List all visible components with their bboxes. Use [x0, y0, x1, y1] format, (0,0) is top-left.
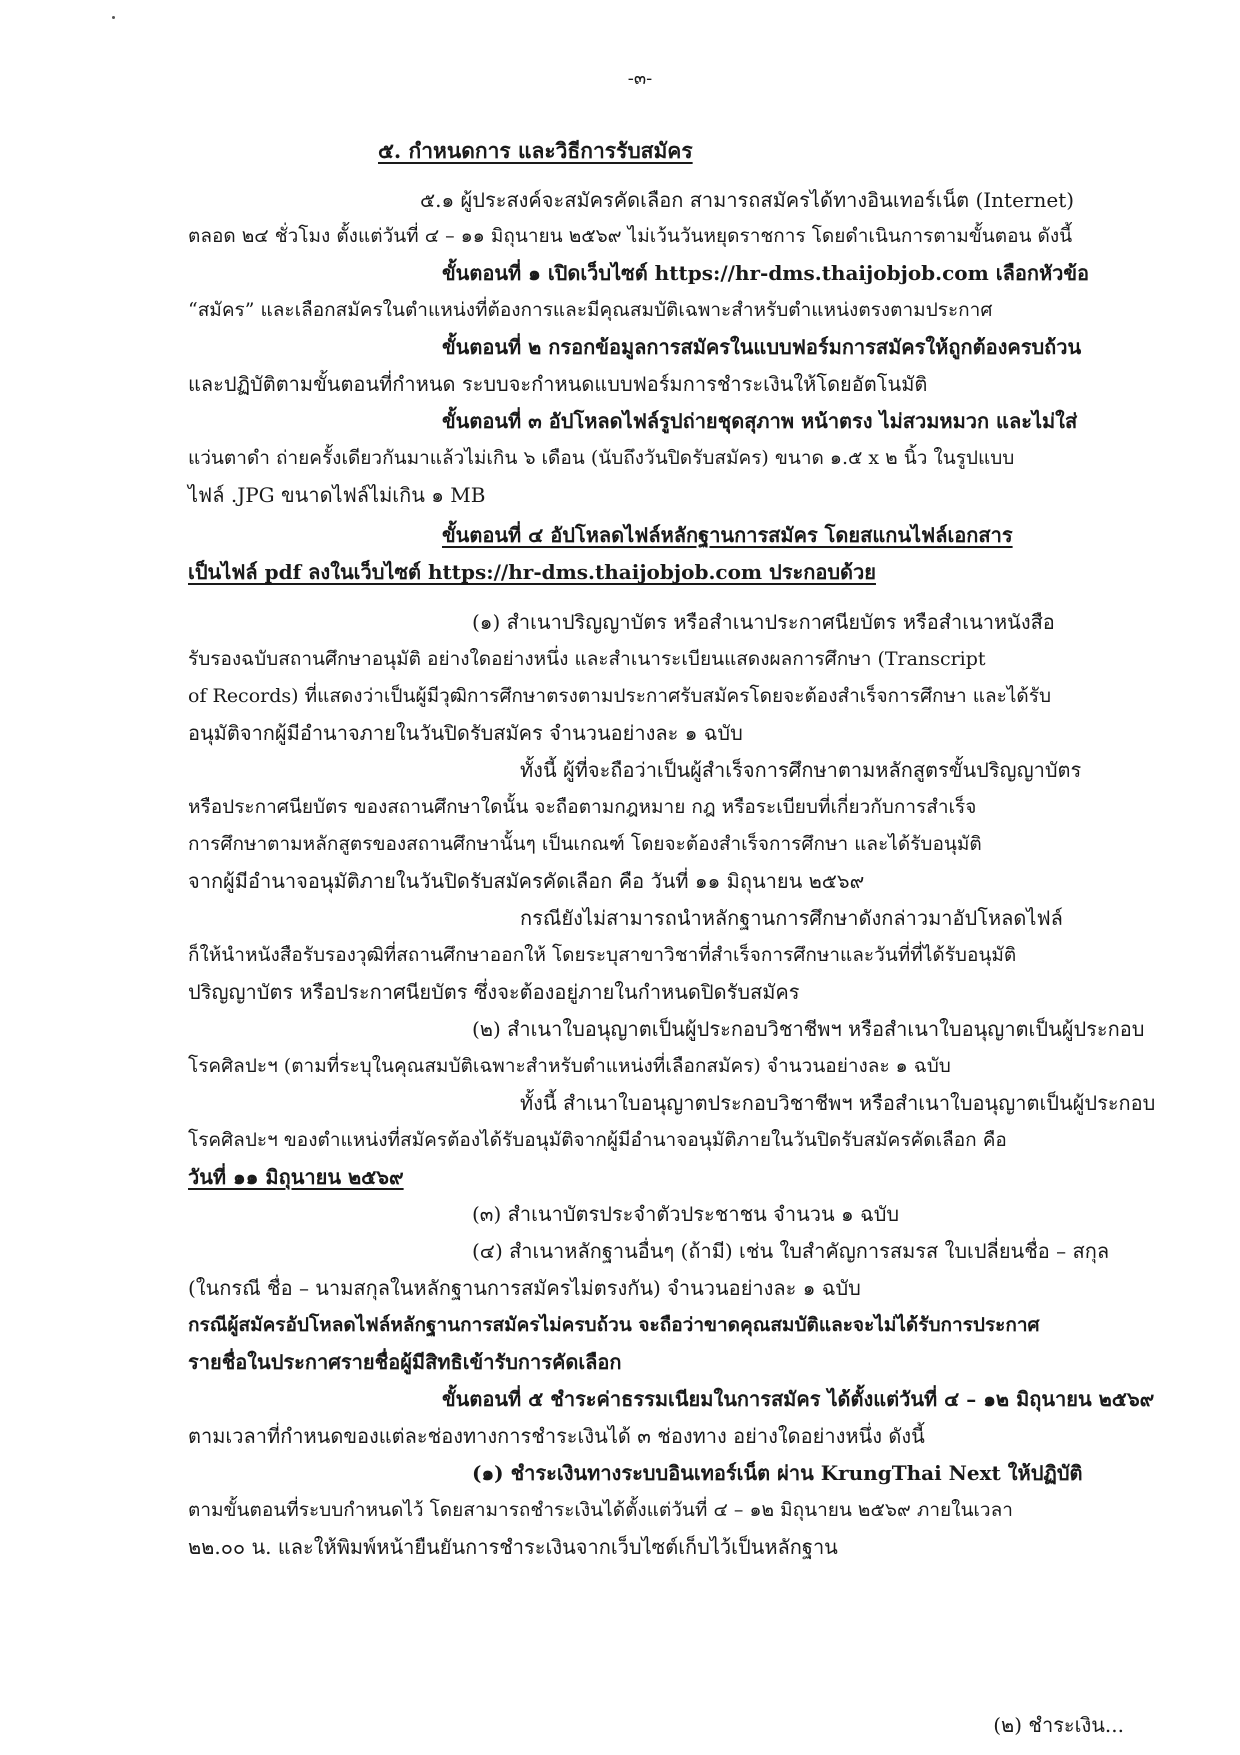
paragraph-line: แว่นตาดำ ถ่ายครั้งเดียวกันมาแล้วไม่เกิน ๖ เดือน (นับถึงวันปิดรับสมัคร) ขนาด ๑.๕ x ๒ นิ้ว ในรูปแบบ: [188, 447, 1015, 469]
paragraph-line: โรคศิลปะฯ (ตามที่ระบุในคุณสมบัติเฉพาะสำหรับตำแหน่งที่เลือกสมัคร) จำนวนอย่างละ ๑ ฉบับ: [188, 1055, 951, 1077]
paragraph-line: (ในกรณี ชื่อ – นามสกุลในหลักฐานการสมัครไม่ตรงกัน) จำนวนอย่างละ ๑ ฉบับ: [188, 1276, 861, 1300]
paragraph-line: ๒๒.๐๐ น. และให้พิมพ์หน้ายืนยันการชำระเงินจากเว็บไซต์เก็บไว้เป็นหลักฐาน: [188, 1535, 838, 1559]
paragraph-line: และปฏิบัติตามขั้นตอนที่กำหนด ระบบจะกำหนดแบบฟอร์มการชำระเงินให้โดยอัตโนมัติ: [188, 372, 928, 396]
paragraph-line: โรคศิลปะฯ ของตำแหน่งที่สมัครต้องได้รับอนุมัติจากผู้มีอำนาจอนุมัติภายในวันปิดรับสมัครคัดเลือก คือ: [188, 1129, 1007, 1151]
paragraph-line: ตลอด ๒๔ ชั่วโมง ตั้งแต่วันที่ ๔ – ๑๑ มิถุนายน ๒๕๖๙ ไม่เว้นวันหยุดราชการ โดยดำเนินการตามขั้นตอน ดังนี้: [188, 225, 1073, 247]
step-4-line: เป็นไฟล์ pdf ลงในเว็บไซต์ https://hr-dms.thaijobjob.com ประกอบด้วย: [188, 560, 876, 584]
paragraph-line: กรณียังไม่สามารถนำหลักฐานการศึกษาดังกล่าวมาอัปโหลดไฟล์: [520, 906, 1063, 930]
paragraph-line: ทั้งนี้ ผู้ที่จะถือว่าเป็นผู้สำเร็จการศึกษาตามหลักสูตรขั้นปริญญาบัตร: [520, 758, 1082, 782]
paragraph-line: ก็ให้นำหนังสือรับรองวุฒิที่สถานศึกษาออกให้ โดยระบุสาขาวิชาที่สำเร็จการศึกษาและวันที่ที่ได้รับอนุมัติ: [188, 944, 1017, 966]
item-2-line: (๒) สำเนาใบอนุญาตเป็นผู้ประกอบวิชาชีพฯ หรือสำเนาใบอนุญาตเป็นผู้ประกอบ: [472, 1017, 1145, 1041]
section-title: ๕. กำหนดการ และวิธีการรับสมัคร: [378, 138, 693, 163]
step-3-line: ขั้นตอนที่ ๓ อัปโหลดไฟล์รูปถ่ายชุดสุภาพ หน้าตรง ไม่สวมหมวก และไม่ใส่: [442, 409, 1078, 433]
paragraph-line: อนุมัติจากผู้มีอำนาจภายในวันปิดรับสมัคร จำนวนอย่างละ ๑ ฉบับ: [188, 721, 743, 745]
page-number: -๓-: [627, 68, 653, 89]
paragraph-line: ตามเวลาที่กำหนดของแต่ละช่องทางการชำระเงินได้ ๓ ช่องทาง อย่างใดอย่างหนึ่ง ดังนี้: [188, 1424, 925, 1448]
paragraph-line: “สมัคร” และเลือกสมัครในตำแหน่งที่ต้องการและมีคุณสมบัติเฉพาะสำหรับตำแหน่งตรงตามประกาศ: [188, 299, 993, 321]
step-1-line: ขั้นตอนที่ ๑ เปิดเว็บไซต์ https://hr-dms.thaijobjob.com เลือกหัวข้อ: [442, 261, 1090, 285]
warning-line: รายชื่อในประกาศรายชื่อผู้มีสิทธิเข้ารับการคัดเลือก: [188, 1350, 622, 1374]
warning-line: กรณีผู้สมัครอัปโหลดไฟล์หลักฐานการสมัครไม่ครบถ้วน จะถือว่าขาดคุณสมบัติและจะไม่ได้รับการประกาศ: [188, 1314, 1040, 1336]
paragraph-line: หรือประกาศนียบัตร ของสถานศึกษาใดนั้น จะถือตามกฎหมาย กฎ หรือระเบียบที่เกี่ยวกับการสำเร็จ: [188, 796, 977, 818]
paragraph-line: จากผู้มีอำนาจอนุมัติภายในวันปิดรับสมัครคัดเลือก คือ วันที่ ๑๑ มิถุนายน ๒๕๖๙: [188, 869, 865, 893]
item-4-line: (๔) สำเนาหลักฐานอื่นๆ (ถ้ามี) เช่น ใบสำคัญการสมรส ใบเปลี่ยนชื่อ – สกุล: [472, 1239, 1110, 1263]
paragraph-line: รับรองฉบับสถานศึกษาอนุมัติ อย่างใดอย่างหนึ่ง และสำเนาระเบียนแสดงผลการศึกษา (Transcript: [188, 648, 986, 670]
paragraph-line: ปริญญาบัตร หรือประกาศนียบัตร ซึ่งจะต้องอยู่ภายในกำหนดปิดรับสมัคร: [188, 980, 800, 1004]
payment-1-line: (๑) ชำระเงินทางระบบอินเทอร์เน็ต ผ่าน KrungThai Next ให้ปฏิบัติ: [472, 1461, 1083, 1485]
item-3-line: (๓) สำเนาบัตรประจำตัวประชาชน จำนวน ๑ ฉบับ: [472, 1202, 900, 1226]
step-2-line: ขั้นตอนที่ ๒ กรอกข้อมูลการสมัครในแบบฟอร์มการสมัครให้ถูกต้องครบถ้วน: [442, 335, 1082, 359]
paragraph-line: ทั้งนี้ สำเนาใบอนุญาตประกอบวิชาชีพฯ หรือสำเนาใบอนุญาตเป็นผู้ประกอบ: [520, 1091, 1156, 1115]
deadline-date: วันที่ ๑๑ มิถุนายน ๒๕๖๙: [188, 1165, 404, 1189]
paragraph-line: ไฟล์ .JPG ขนาดไฟล์ไม่เกิน ๑ MB: [188, 483, 486, 507]
paragraph-line: ๕.๑ ผู้ประสงค์จะสมัครคัดเลือก สามารถสมัครได้ทางอินเทอร์เน็ต (Internet): [420, 188, 1075, 212]
step-4-line: ขั้นตอนที่ ๔ อัปโหลดไฟล์หลักฐานการสมัคร โดยสแกนไฟล์เอกสาร: [442, 523, 1013, 547]
paragraph-line: of Records) ที่แสดงว่าเป็นผู้มีวุฒิการศึกษาตรงตามประกาศรับสมัครโดยจะต้องสำเร็จการศึกษา และได้รับ: [188, 685, 1052, 707]
paragraph-line: การศึกษาตามหลักสูตรของสถานศึกษานั้นๆ เป็นเกณฑ์ โดยจะต้องสำเร็จการศึกษา และได้รับอนุมัติ: [188, 833, 982, 855]
step-5-line: ขั้นตอนที่ ๕ ชำระค่าธรรมเนียมในการสมัคร ได้ตั้งแต่วันที่ ๔ – ๑๒ มิถุนายน ๒๕๖๙: [442, 1387, 1155, 1411]
page-continuation: (๒) ชำระเงิน...: [993, 1713, 1124, 1737]
paragraph-line: ตามขั้นตอนที่ระบบกำหนดไว้ โดยสามารถชำระเงินได้ตั้งแต่วันที่ ๔ – ๑๒ มิถุนายน ๒๕๖๙ ภายในเวลา: [188, 1499, 1013, 1521]
scan-speck: [112, 16, 115, 19]
item-1-line: (๑) สำเนาปริญญาบัตร หรือสำเนาประกาศนียบัตร หรือสำเนาหนังสือ: [472, 610, 1055, 634]
